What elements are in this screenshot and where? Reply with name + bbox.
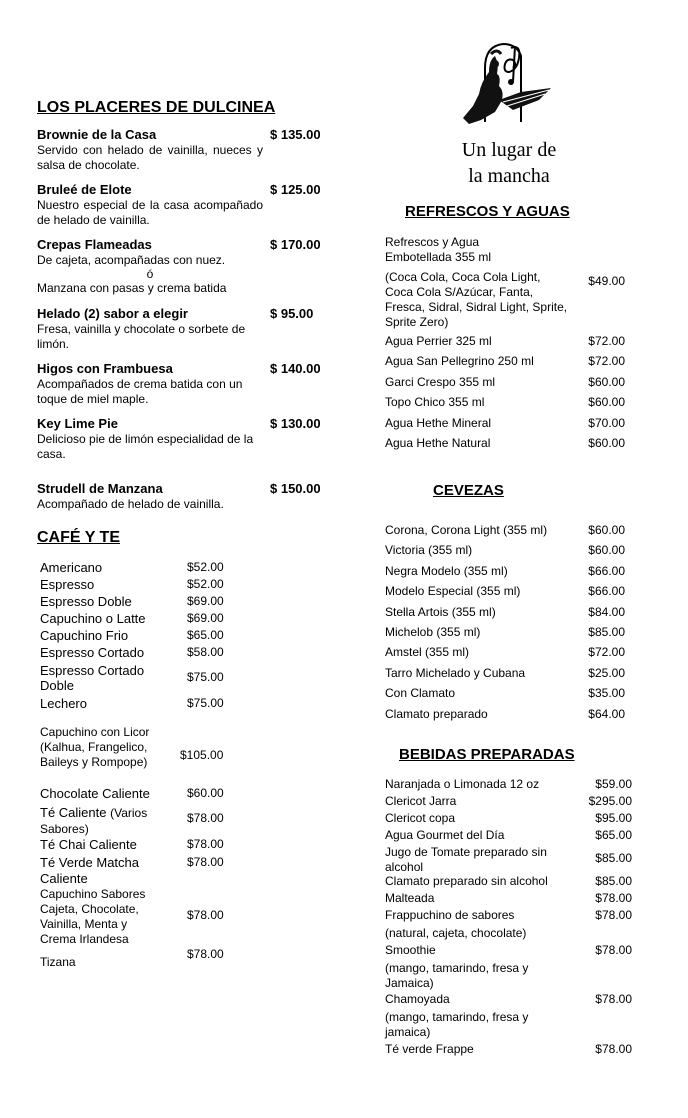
menu-item-price: $35.00	[588, 686, 625, 700]
dessert-name: Crepas Flameadas	[37, 237, 152, 252]
dessert-name: Helado (2) sabor a elegir	[37, 306, 188, 321]
dessert-name: Key Lime Pie	[37, 416, 118, 431]
dessert-description: Acompañados de crema batida con un toque de miel maple.	[37, 377, 243, 406]
dessert-description: Nuestro especial de la casa acompañado de helado de vainilla.	[37, 198, 263, 227]
menu-item-name: (Coca Cola, Coca Cola Light, Coca Cola S/Azúcar, Fanta, Fresca, Sidral, Sidral Light, Sprite, Sprite Zero)	[385, 270, 568, 329]
tagline-line-1: Un lugar de	[461, 139, 557, 161]
menu-item-price: $78.00	[595, 992, 632, 1006]
menu-item-price: $95.00	[595, 811, 632, 825]
menu-item-price: $85.00	[595, 851, 632, 865]
menu-item-name: Agua Hethe Natural	[385, 436, 491, 450]
menu-item-price: $70.00	[588, 416, 625, 430]
menu-item-name: Refrescos y Agua Embotellada 355 ml	[385, 235, 492, 264]
dessert-name: Strudell de Manzana	[37, 481, 163, 496]
menu-item-name: Clericot copa	[385, 811, 456, 825]
menu-item-name: Té Caliente (Varios Sabores)	[40, 805, 148, 836]
menu-item-name: Capuchino Sabores Cajeta, Chocolate, Vainilla, Menta y Crema Irlandesa	[40, 887, 146, 946]
menu-item-name: Corona, Corona Light (355 ml)	[385, 523, 548, 537]
menu-item-name: Chocolate Caliente	[40, 786, 150, 801]
menu-item-price: $60.00	[588, 523, 625, 537]
menu-item-price: $52.00	[187, 577, 224, 591]
menu-item-price: $66.00	[588, 584, 625, 598]
menu-item-name: Clamato preparado	[385, 707, 488, 721]
menu-item-price: $49.00	[588, 274, 625, 288]
menu-item-name: Lechero	[40, 696, 87, 711]
menu-item-name: Té verde Frappe	[385, 1042, 474, 1056]
menu-item-price: $60.00	[588, 436, 625, 450]
menu-item-price: $78.00	[187, 837, 224, 851]
menu-item-name: Victoria (355 ml)	[385, 543, 473, 557]
dessert-price: $ 130.00	[270, 416, 321, 431]
menu-item-name: Té Verde Matcha Caliente	[40, 855, 139, 886]
menu-item-name: Amstel (355 ml)	[385, 645, 470, 659]
section-title-dulcinea: LOS PLACERES DE DULCINEA	[37, 99, 276, 116]
menu-item-price: $69.00	[187, 611, 224, 625]
menu-item-price: $85.00	[595, 874, 632, 888]
menu-item-price: $78.00	[595, 1042, 632, 1056]
dessert-description: Fresa, vainilla y chocolate o sorbete de limón.	[37, 322, 246, 351]
menu-item-price: $69.00	[187, 594, 224, 608]
menu-item-name: Naranjada o Limonada 12 oz	[385, 777, 540, 791]
dessert-description: De cajeta, acompañadas con nuez.	[37, 253, 226, 267]
menu-item-name: Espresso	[40, 577, 95, 592]
menu-item-note: (mango, tamarindo, fresa y Jamaica)	[385, 961, 529, 990]
dessert-name: Brownie de la Casa	[37, 127, 157, 142]
section-title-refrescos: REFRESCOS Y AGUAS	[405, 203, 570, 220]
dessert-description: Delicioso pie de limón especialidad de la casa.	[37, 432, 254, 461]
menu-item-name: Capuchino o Latte	[40, 611, 146, 626]
menu-item-price: $60.00	[588, 395, 625, 409]
menu-item-name: Negra Modelo (355 ml)	[385, 564, 508, 578]
dessert-name: Bruleé de Elote	[37, 182, 132, 197]
menu-item-price: $78.00	[187, 811, 224, 825]
menu-item-price: $65.00	[187, 628, 224, 642]
menu-item-note: (mango, tamarindo, fresa y jamaica)	[385, 1010, 529, 1039]
menu-item-price: $78.00	[595, 891, 632, 905]
dessert-description-or: ó	[146, 267, 154, 281]
menu-item-price: $78.00	[187, 947, 224, 961]
menu-item-price: $78.00	[595, 943, 632, 957]
menu-item-price: $64.00	[588, 707, 625, 721]
menu-item-name: Topo Chico 355 ml	[385, 395, 485, 409]
menu-item-name: Agua Perrier 325 ml	[385, 334, 492, 348]
menu-item-name: Jugo de Tomate preparado sin alcohol	[385, 845, 547, 874]
menu-item-price: $78.00	[187, 908, 224, 922]
menu-item-price: $75.00	[187, 696, 224, 710]
tagline-line-2: la mancha	[468, 165, 550, 187]
dessert-price: $ 140.00	[270, 361, 321, 376]
menu-item-price: $25.00	[588, 666, 625, 680]
menu-item-name: Agua Gourmet del Día	[385, 828, 505, 842]
dessert-price: $ 95.00	[270, 306, 314, 321]
menu-item-price: $105.00	[180, 748, 224, 762]
don-quijote-logo	[455, 42, 565, 124]
menu-item-price: $72.00	[588, 645, 625, 659]
dessert-price: $ 135.00	[270, 127, 321, 142]
menu-item-name: Espresso Doble	[40, 594, 132, 609]
menu-item-name: Clericot Jarra	[385, 794, 457, 808]
menu-item-name: Tizana	[40, 955, 76, 969]
menu-item-name: Capuchino Frio	[40, 628, 129, 643]
menu-item-name: Té Chai Caliente	[40, 837, 137, 852]
menu-item-note: (natural, cajeta, chocolate)	[385, 926, 527, 940]
menu-item-price: $85.00	[588, 625, 625, 639]
menu-item-price: $60.00	[588, 543, 625, 557]
menu-item-price: $58.00	[187, 645, 224, 659]
menu-item-name: Espresso Cortado	[40, 645, 145, 660]
menu-item-name: Garci Crespo 355 ml	[385, 375, 496, 389]
menu-item-name: Espresso Cortado Doble	[40, 663, 145, 693]
menu-item-price: $295.00	[588, 794, 632, 808]
section-title-cafe: CAFÉ Y TE	[37, 529, 120, 546]
dessert-description-alt: Manzana con pasas y crema batida	[37, 281, 227, 295]
menu-item-name: Tarro Michelado y Cubana	[385, 666, 526, 680]
menu-item-price: $65.00	[595, 828, 632, 842]
menu-item-name: Smoothie	[385, 943, 436, 957]
menu-item-name: Agua San Pellegrino 250 ml	[385, 354, 534, 368]
menu-item-name: Frappuchino de sabores	[385, 908, 515, 922]
menu-item-name: Chamoyada	[385, 992, 450, 1006]
menu-item-price: $75.00	[187, 670, 224, 684]
menu-item-price: $84.00	[588, 605, 625, 619]
menu-item-price: $60.00	[187, 786, 224, 800]
dessert-price: $ 170.00	[270, 237, 321, 252]
dessert-price: $ 150.00	[270, 481, 321, 496]
dessert-description: Acompañado de helado de vainilla.	[37, 497, 224, 511]
menu-item-price: $78.00	[187, 855, 224, 869]
menu-item-name: Clamato preparado sin alcohol	[385, 874, 548, 888]
menu-item-name: Stella Artois (355 ml)	[385, 605, 496, 619]
menu-item-price: $72.00	[588, 334, 625, 348]
dessert-description: Servido con helado de vainilla, nueces y salsa de chocolate.	[37, 143, 263, 172]
section-title-bebidas: BEBIDAS PREPARADAS	[399, 746, 575, 763]
menu-item-name: Con Clamato	[385, 686, 456, 700]
section-title-cervezas: CEVEZAS	[433, 482, 504, 499]
menu-item-name: Agua Hethe Mineral	[385, 416, 492, 430]
menu-item-price: $52.00	[187, 560, 224, 574]
menu-item-price: $66.00	[588, 564, 625, 578]
menu-item-name: Modelo Especial (355 ml)	[385, 584, 521, 598]
menu-item-name: Americano	[40, 560, 103, 575]
dessert-name: Higos con Frambuesa	[37, 361, 173, 376]
tagline	[439, 137, 579, 189]
menu-item-price: $59.00	[595, 777, 632, 791]
menu-item-price: $72.00	[588, 354, 625, 368]
menu-item-name: Michelob (355 ml)	[385, 625, 481, 639]
menu-item-price: $78.00	[595, 908, 632, 922]
menu-item-name: Capuchino con Licor (Kalhua, Frangelico, Baileys y Rompope)	[40, 725, 150, 769]
dessert-price: $ 125.00	[270, 182, 321, 197]
menu-item-name: Malteada	[385, 891, 435, 905]
menu-item-price: $60.00	[588, 375, 625, 389]
